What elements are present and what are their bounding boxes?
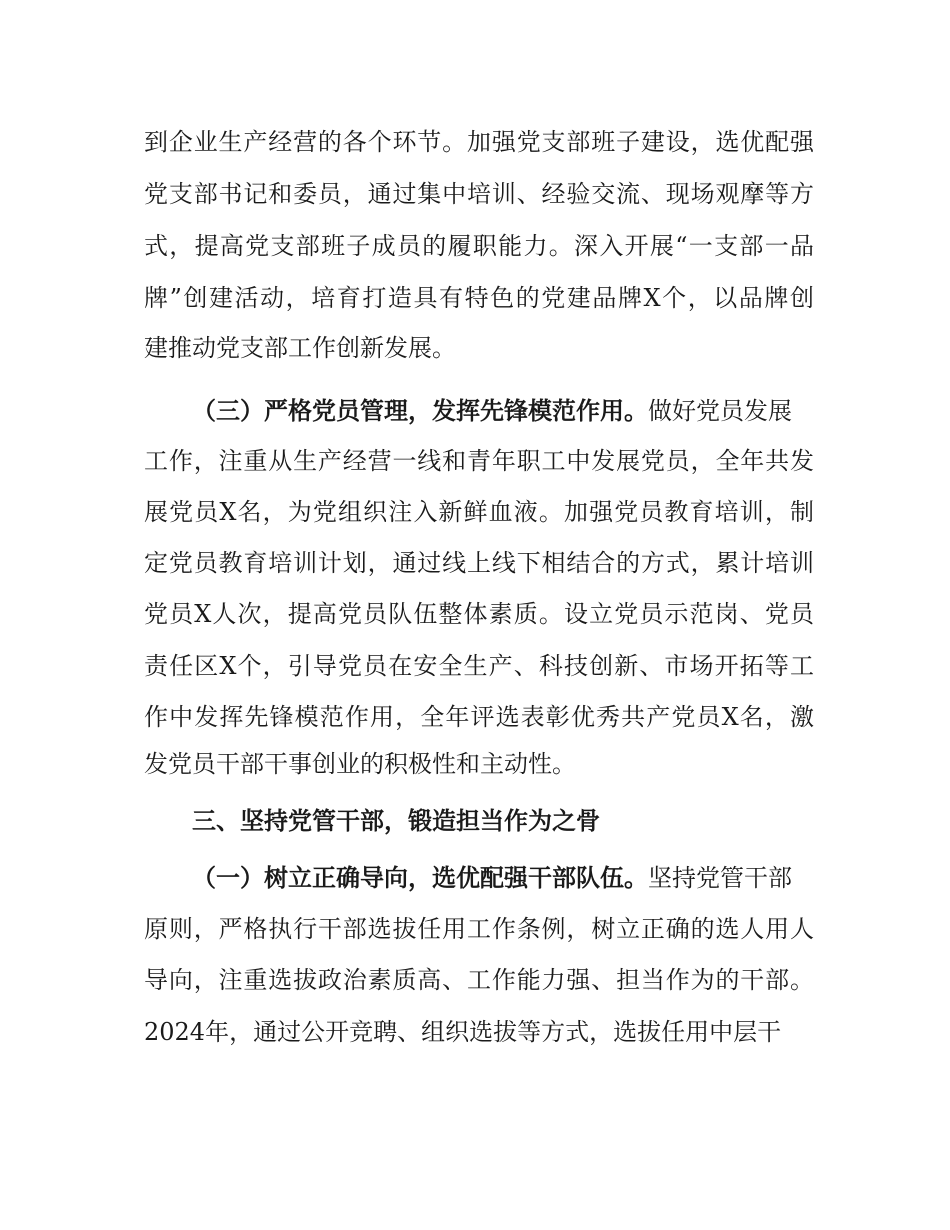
paragraph-1-line-4: 牌”创建活动，培育打造具有特色的党建品牌X个，以品牌创 bbox=[144, 284, 814, 312]
paragraph-2-line-2: 工作，注重从生产经营一线和青年职工中发展党员，全年共发 bbox=[144, 447, 814, 475]
paragraph-1-line-3: 式，提高党支部班子成员的履职能力。深入开展“一支部一品 bbox=[144, 232, 814, 260]
paragraph-2-line-7: 作中发挥先锋模范作用，全年评选表彰优秀共产党员X名，激 bbox=[144, 703, 814, 731]
paragraph-2-line-3: 展党员X名，为党组织注入新鲜血液。加强党员教育培训，制 bbox=[144, 498, 814, 526]
paragraph-2-line-4: 定党员教育培训计划，通过线上线下相结合的方式，累计培训 bbox=[144, 549, 814, 577]
paragraph-3-lead-heading: （一）树立正确导向，选优配强干部队伍。 bbox=[192, 864, 648, 892]
paragraph-3-first-line bbox=[192, 858, 814, 898]
paragraph-1-line-1: 到企业生产经营的各个环节。加强党支部班子建设，选优配强 bbox=[144, 128, 814, 156]
paragraph-2-line-8: 发党员干部干事创业的积极性和主动性。 bbox=[144, 750, 576, 778]
paragraph-1-line-2: 党支部书记和委员，通过集中培训、经验交流、现场观摩等方 bbox=[144, 180, 814, 208]
paragraph-3-line-3: 导向，注重选拔政治素质高、工作能力强、担当作为的干部。 bbox=[144, 966, 814, 994]
paragraph-3-line-4: 2024年，通过公开竞聘、组织选拔等方式，选拔任用中层干 bbox=[144, 1018, 782, 1046]
paragraph-1-line-5: 建推动党支部工作创新发展。 bbox=[144, 334, 456, 362]
paragraph-2-first-line bbox=[192, 391, 814, 431]
paragraph-2-line-6: 责任区X个，引导党员在安全生产、科技创新、市场开拓等工 bbox=[144, 652, 814, 680]
section-heading: 三、坚持党管干部，锻造担当作为之骨 bbox=[192, 807, 600, 835]
paragraph-3-line-2: 原则，严格执行干部选拔任用工作条例，树立正确的选人用人 bbox=[144, 915, 814, 943]
paragraph-3-lead-text: 坚持党管干部 bbox=[648, 864, 792, 892]
paragraph-2-lead-text: 做好党员发展 bbox=[648, 397, 792, 425]
paragraph-2-lead-heading: （三）严格党员管理，发挥先锋模范作用。 bbox=[192, 397, 648, 425]
paragraph-2-line-5: 党员X人次，提高党员队伍整体素质。设立党员示范岗、党员 bbox=[144, 600, 814, 628]
